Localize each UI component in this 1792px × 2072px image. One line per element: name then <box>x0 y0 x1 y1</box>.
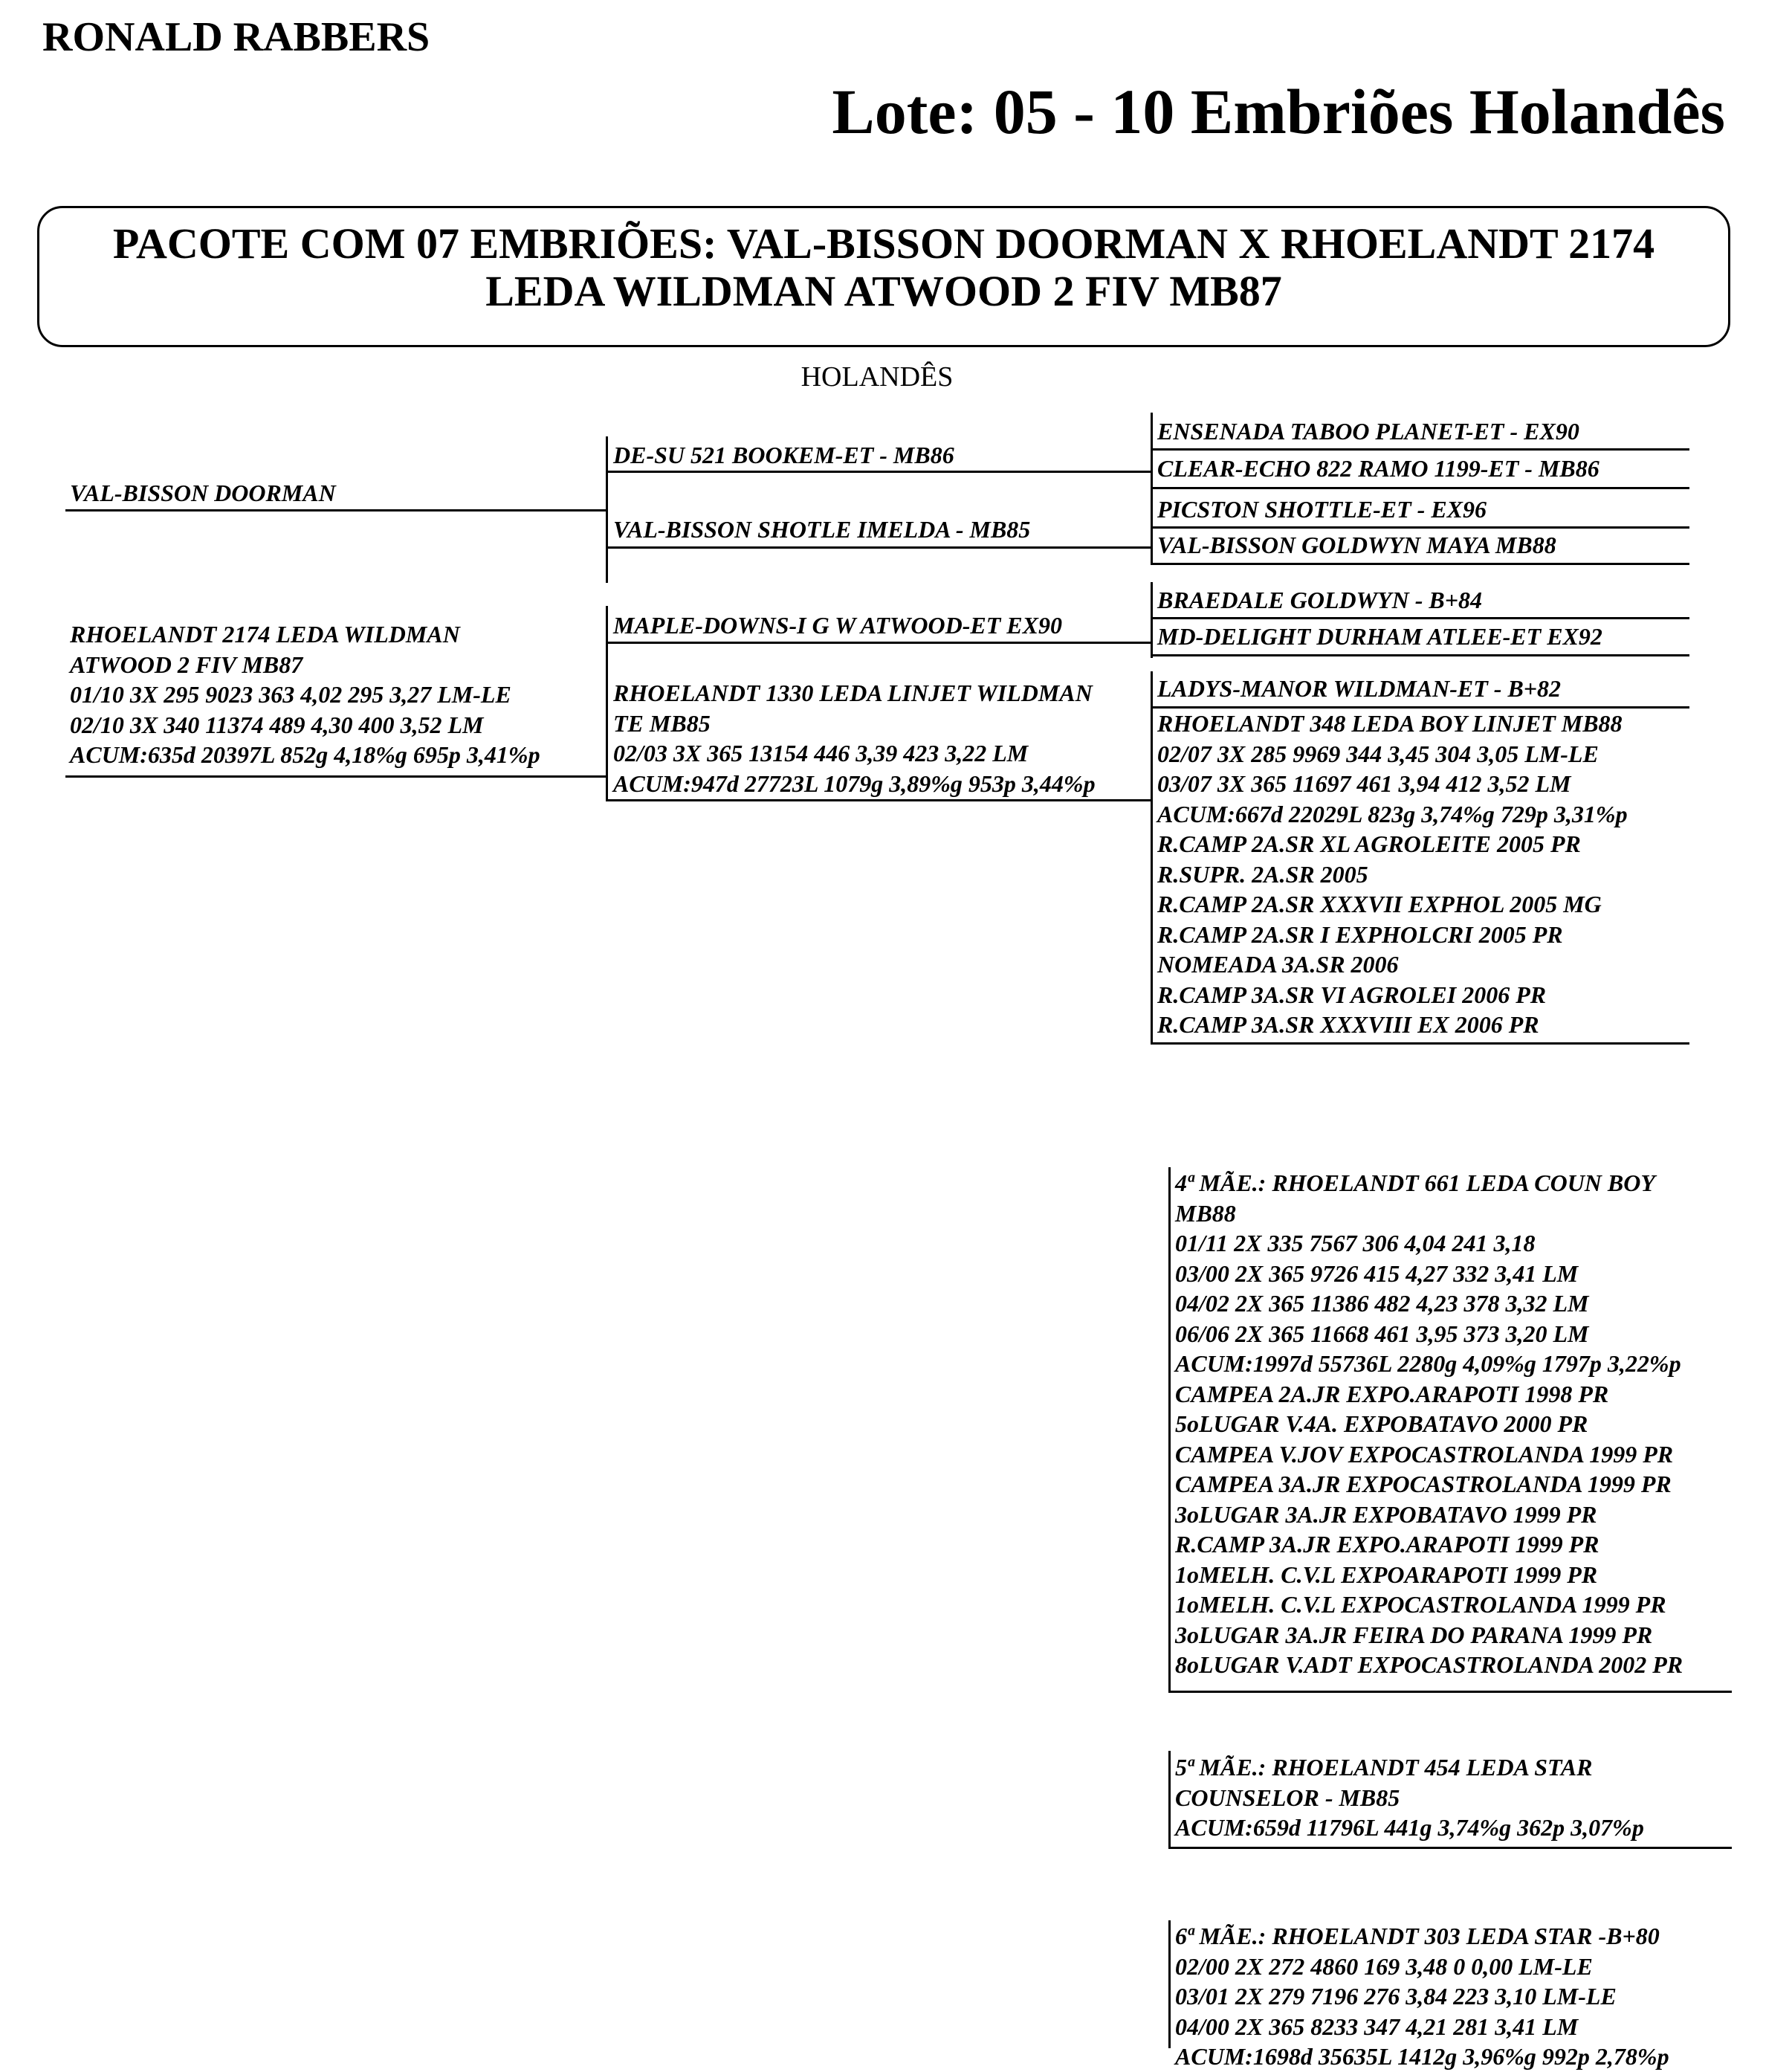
ggp-dam-dam-sire: LADYS-MANOR WILDMAN-ET - B+82 <box>1157 675 1562 702</box>
ggp-sire-dam-dam: VAL-BISSON GOLDWYN MAYA MB88 <box>1157 532 1556 558</box>
dam-sire-name: MAPLE-DOWNS-I G W ATWOOD-ET EX90 <box>613 612 1062 639</box>
package-title-line: LEDA WILDMAN ATWOOD 2 FIV MB87 <box>485 267 1282 315</box>
ggp-sire-sire-dam: CLEAR-ECHO 822 RAMO 1199-ET - MB86 <box>1157 455 1599 482</box>
dam-dam-info: RHOELANDT 1330 LEDA LINJET WILDMAN TE MB85 02/03 3X 365 13154 446 3,39 423 3,22 LM ACUM:947d 27723L 1079g 3,89%g 953p 3,44%p <box>613 680 1096 797</box>
dam-info: RHOELANDT 2174 LEDA WILDMAN ATWOOD 2 FIV MB87 01/10 3X 295 9023 363 4,02 295 3,27 LM-LE 02/10 3X 340 11374 489 4,30 400 3,52 LM ACUM:635d 20397L 852g 4,18%g 695p 3,41%p <box>70 621 540 768</box>
sire-name: VAL-BISSON DOORMAN <box>70 480 336 506</box>
fifth-dam-info: 5ª MÃE.: RHOELANDT 454 LEDA STAR COUNSELOR - MB85 ACUM:659d 11796L 441g 3,74%g 362p 3,07%p <box>1175 1754 1644 1841</box>
ggp-dam-sire-sire: BRAEDALE GOLDWYN - B+84 <box>1157 587 1482 613</box>
seller-name: RONALD RABBERS <box>42 14 430 60</box>
lot-title: Lote: 05 - 10 Embriões Holandês <box>832 76 1725 147</box>
sire-dam-name: VAL-BISSON SHOTLE IMELDA - MB85 <box>613 516 1031 543</box>
ggp-sire-sire-sire: ENSENADA TABOO PLANET-ET - EX90 <box>1157 418 1579 445</box>
package-title-box <box>37 206 1730 347</box>
ggp-sire-dam-sire: PICSTON SHOTTLE-ET - EX96 <box>1157 496 1487 523</box>
breed-label: HOLANDÊS <box>800 361 954 393</box>
package-title-line: PACOTE COM 07 EMBRIÕES: VAL-BISSON DOORMAN X RHOELANDT 2174 <box>112 219 1655 268</box>
sire-sire-name: DE-SU 521 BOOKEM-ET - MB86 <box>613 442 954 468</box>
ggp-dam-dam-dam-info: RHOELANDT 348 LEDA BOY LINJET MB88 02/07 3X 285 9969 344 3,45 304 3,05 LM-LE 03/07 3X 365 11697 461 3,94 412 3,52 LM ACUM:667d 22029L 823g 3,74%g 729p 3,31%p R.CAMP 2A.SR XL AGROLEITE 2005 PR R.SUPR. 2A.SR 2005 R.CAMP 2A.SR XXXVII EXPHOL 2005 MG R.CAMP 2A.SR I EXPHOLCRI 2005 PR NOMEADA 3A.SR 2006 R.CAMP 3A.SR VI AGROLEI 2006 PR R.CAMP 3A.SR XXXVIII EX 2006 PR <box>1157 710 1628 1038</box>
ggp-dam-sire-dam: MD-DELIGHT DURHAM ATLEE-ET EX92 <box>1157 623 1602 650</box>
sixth-dam-info: 6ª MÃE.: RHOELANDT 303 LEDA STAR -B+80 02/00 2X 272 4860 169 3,48 0 0,00 LM-LE 03/01 2X 279 7196 276 3,84 223 3,10 LM-LE 04/00 2X 365 8233 347 4,21 281 3,41 LM ACUM:1698d 35635L 1412g 3,96%g 992p 2,78%p <box>1175 1923 1669 2070</box>
fourth-dam-info: 4ª MÃE.: RHOELANDT 661 LEDA COUN BOY MB88 01/11 2X 335 7567 306 4,04 241 3,18 03/00 2X 365 9726 415 4,27 332 3,41 LM 04/02 2X 365 11386 482 4,23 378 3,32 LM 06/06 2X 365 11668 461 3,95 373 3,20 LM ACUM:1997d 55736L 2280g 4,09%g 1797p 3,22%p CAMPEA 2A.JR EXPO.ARAPOTI 1998 PR 5oLUGAR V.4A. EXPOBATAVO 2000 PR CAMPEA V.JOV EXPOCASTROLANDA 1999 PR CAMPEA 3A.JR EXPOCASTROLANDA 1999 PR 3oLUGAR 3A.JR EXPOBATAVO 1999 PR R.CAMP 3A.JR EXPO.ARAPOTI 1999 PR 1oMELH. C.V.L EXPOARAPOTI 1999 PR 1oMELH. C.V.L EXPOCASTROLANDA 1999 PR 3oLUGAR 3A.JR FEIRA DO PARANA 1999 PR 8oLUGAR V.ADT EXPOCASTROLANDA 2002 PR <box>1175 1169 1683 1678</box>
